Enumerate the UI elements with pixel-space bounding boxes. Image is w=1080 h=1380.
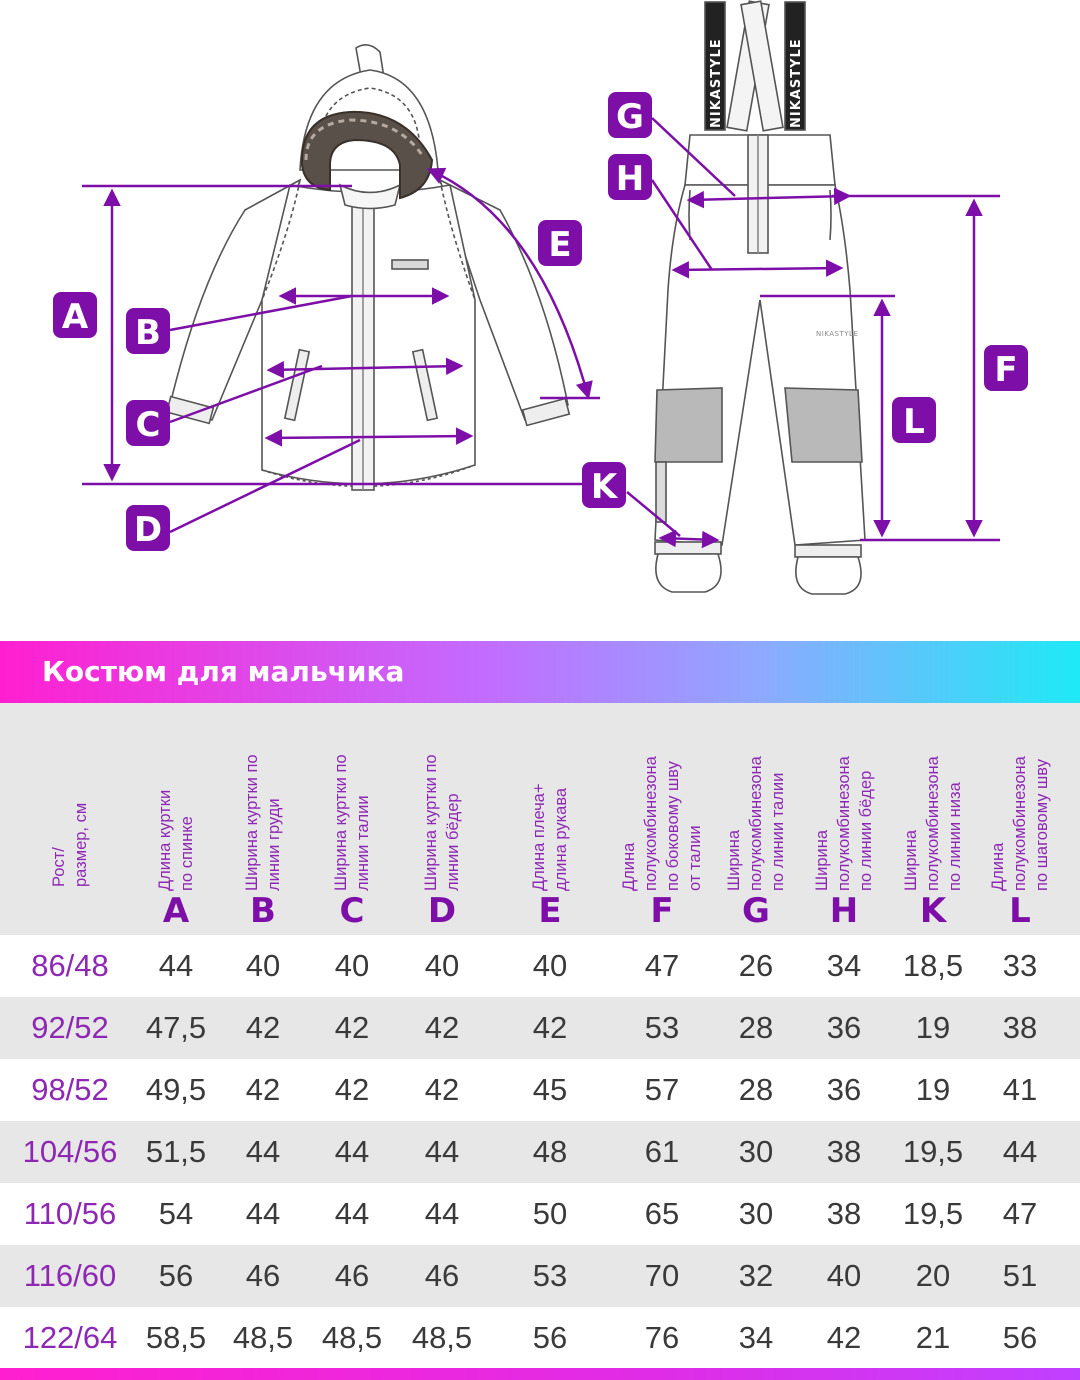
table-row <box>0 1121 1080 1183</box>
bottom-accent-bar <box>0 1368 1080 1380</box>
badge-G <box>608 92 652 138</box>
header-letter: G <box>742 891 770 931</box>
measurement-cell: 65 <box>644 1196 680 1231</box>
header-cell <box>495 703 605 935</box>
size-cell: 98/52 <box>31 1072 109 1107</box>
header-letter: K <box>919 891 947 931</box>
measurement-cell: 42 <box>532 1010 568 1045</box>
badge-B <box>126 308 170 354</box>
header-letter: B <box>250 891 276 931</box>
measurement-cell: 40 <box>532 948 568 983</box>
measurement-cell: 61 <box>644 1134 680 1169</box>
measurement-cell: 42 <box>245 1010 281 1045</box>
measurement-cell: 33 <box>1002 948 1038 983</box>
measurement-cell: 28 <box>738 1072 774 1107</box>
measurement-cell: 19 <box>915 1072 951 1107</box>
measurement-cell: 53 <box>644 1010 680 1045</box>
measurement-cell: 21 <box>915 1320 951 1355</box>
badge-K <box>582 462 626 508</box>
measurement-cell: 42 <box>424 1072 460 1107</box>
measurement-cell: 42 <box>826 1320 862 1355</box>
measurement-cell: 26 <box>738 948 774 983</box>
measurement-cell: 44 <box>424 1196 460 1231</box>
measurement-cell: 42 <box>334 1010 370 1045</box>
measurement-cell: 48,5 <box>232 1320 294 1355</box>
measurement-cell: 70 <box>644 1258 680 1293</box>
measurement-cell: 56 <box>532 1320 568 1355</box>
measurement-cell: 19,5 <box>902 1134 964 1169</box>
size-cell: 86/48 <box>31 948 109 983</box>
badge-H-label: H <box>615 159 645 199</box>
header-cell <box>397 703 487 935</box>
table-row <box>0 1245 1080 1307</box>
measurement-cell: 44 <box>245 1196 281 1231</box>
measurement-cell: 34 <box>738 1320 774 1355</box>
header-letter: H <box>829 891 859 931</box>
badge-G-label: G <box>616 97 644 137</box>
header-description: Ширина куртки по линии талии <box>332 754 372 891</box>
header-description: Рост/ размер, см <box>50 802 90 887</box>
measurement-cell: 47 <box>644 948 680 983</box>
measurement-cell: 42 <box>245 1072 281 1107</box>
badge-C <box>126 400 170 446</box>
header-cell <box>5 703 135 935</box>
header-letter: F <box>650 891 674 931</box>
measurement-cell: 44 <box>1002 1134 1038 1169</box>
table-row <box>0 1307 1080 1369</box>
measurement-cell: 44 <box>334 1196 370 1231</box>
header-cell <box>218 703 308 935</box>
badge-E-label: E <box>548 225 572 265</box>
measurement-cell: 56 <box>1002 1320 1038 1355</box>
header-description: Длина плеча+ длина рукава <box>530 783 570 891</box>
badge-D <box>126 505 170 551</box>
measurement-cell: 36 <box>826 1010 862 1045</box>
measurement-cell: 54 <box>158 1196 194 1231</box>
size-cell: 116/60 <box>23 1258 117 1293</box>
measurement-cell: 30 <box>738 1196 774 1231</box>
measurement-cell: 42 <box>334 1072 370 1107</box>
measurement-cell: 48 <box>532 1134 568 1169</box>
measurement-cell: 46 <box>245 1258 281 1293</box>
header-letter: D <box>427 891 457 931</box>
table-header <box>0 703 1080 935</box>
table-row <box>0 935 1080 997</box>
measurement-cell: 42 <box>424 1010 460 1045</box>
size-cell: 110/56 <box>23 1196 117 1231</box>
header-description: Ширина куртки по линии бёдер <box>422 754 462 891</box>
header-cell <box>799 703 889 935</box>
measurement-cell: 53 <box>532 1258 568 1293</box>
measurement-cell: 46 <box>334 1258 370 1293</box>
badge-B-label: B <box>135 313 161 353</box>
header-letter: C <box>339 891 365 931</box>
measurement-cell: 20 <box>915 1258 951 1293</box>
measurement-cell: 19,5 <box>902 1196 964 1231</box>
size-cell: 92/52 <box>31 1010 109 1045</box>
measurement-cell: 28 <box>738 1010 774 1045</box>
size-table-body <box>0 935 1080 1369</box>
measurement-cell: 58,5 <box>145 1320 207 1355</box>
header-description: Длина полукомбинезона по шаговому шву <box>989 756 1051 891</box>
measurement-cell: 44 <box>424 1134 460 1169</box>
measurement-cell: 46 <box>424 1258 460 1293</box>
badge-F-label: F <box>994 350 1018 390</box>
header-description: Ширина куртки по линии груди <box>243 754 283 891</box>
table-title: Костюм для мальчика <box>42 655 405 688</box>
header-description: Ширина полукомбинезона по линии бёдер <box>813 756 875 891</box>
badge-L-label: L <box>903 402 925 442</box>
measurement-cell: 44 <box>245 1134 281 1169</box>
header-description: Ширина полукомбинезона по линии низа <box>902 756 964 891</box>
header-cell <box>711 703 801 935</box>
overalls-drawing <box>655 1 865 594</box>
measurement-cell: 40 <box>826 1258 862 1293</box>
measurement-cell: 47,5 <box>145 1010 207 1045</box>
measurement-cell: 44 <box>334 1134 370 1169</box>
header-letter: A <box>162 891 190 931</box>
measurement-cell: 48,5 <box>411 1320 473 1355</box>
header-cell <box>131 703 221 935</box>
badge-K-label: K <box>590 467 618 507</box>
badge-D-label: D <box>133 510 163 550</box>
badge-L <box>892 397 936 443</box>
measurement-cell: 47 <box>1002 1196 1038 1231</box>
brand-label: NIKASTYLE <box>709 38 724 128</box>
measurement-cell: 57 <box>644 1072 680 1107</box>
header-description: Длина полукомбинезона по боковому шву от талии <box>620 756 704 891</box>
measurement-cell: 49,5 <box>145 1072 207 1107</box>
header-description: Ширина полукомбинезона по линии талии <box>725 756 787 891</box>
measurement-cell: 76 <box>644 1320 680 1355</box>
measurement-cell: 45 <box>532 1072 568 1107</box>
table-row <box>0 997 1080 1059</box>
size-cell: 122/64 <box>22 1320 118 1355</box>
header-letter: L <box>1009 891 1031 931</box>
measurement-cell: 36 <box>826 1072 862 1107</box>
brand-label: NIKASTYLE <box>789 38 804 128</box>
table-row <box>0 1183 1080 1245</box>
measurement-cell: 38 <box>1002 1010 1038 1045</box>
badge-E <box>538 220 582 266</box>
badge-A-label: A <box>61 297 89 337</box>
measurement-cell: 34 <box>826 948 862 983</box>
header-cell <box>970 703 1070 935</box>
measurement-cell: 40 <box>334 948 370 983</box>
measurement-cell: 41 <box>1002 1072 1038 1107</box>
size-cell: 104/56 <box>22 1134 118 1169</box>
measurement-cell: 38 <box>826 1134 862 1169</box>
measurement-cell: 38 <box>826 1196 862 1231</box>
header-cell <box>607 703 717 935</box>
header-cell <box>888 703 978 935</box>
table-title-banner <box>0 641 1080 703</box>
measurement-cell: 19 <box>915 1010 951 1045</box>
table-row <box>0 1059 1080 1121</box>
badge-H <box>608 154 652 200</box>
measurement-cell: 40 <box>424 948 460 983</box>
header-description: Длина куртки по спинке <box>156 789 196 891</box>
brand-label-small: NIKASTYLE <box>816 330 859 338</box>
measurement-cell: 56 <box>158 1258 194 1293</box>
jacket-drawing <box>167 45 570 490</box>
measurement-cell: 51 <box>1002 1258 1038 1293</box>
measurement-cell: 30 <box>738 1134 774 1169</box>
measurement-cell: 50 <box>532 1196 568 1231</box>
measurement-cell: 32 <box>738 1258 774 1293</box>
badge-C-label: C <box>135 405 161 445</box>
header-letter: E <box>538 891 562 931</box>
measurement-cell: 51,5 <box>145 1134 207 1169</box>
measurement-cell: 18,5 <box>902 948 964 983</box>
measurement-cell: 44 <box>158 948 194 983</box>
badge-A <box>53 292 97 338</box>
badge-F <box>984 345 1028 391</box>
measurement-cell: 48,5 <box>321 1320 383 1355</box>
size-diagram <box>0 0 1080 640</box>
measurement-cell: 40 <box>245 948 281 983</box>
header-cell <box>307 703 397 935</box>
